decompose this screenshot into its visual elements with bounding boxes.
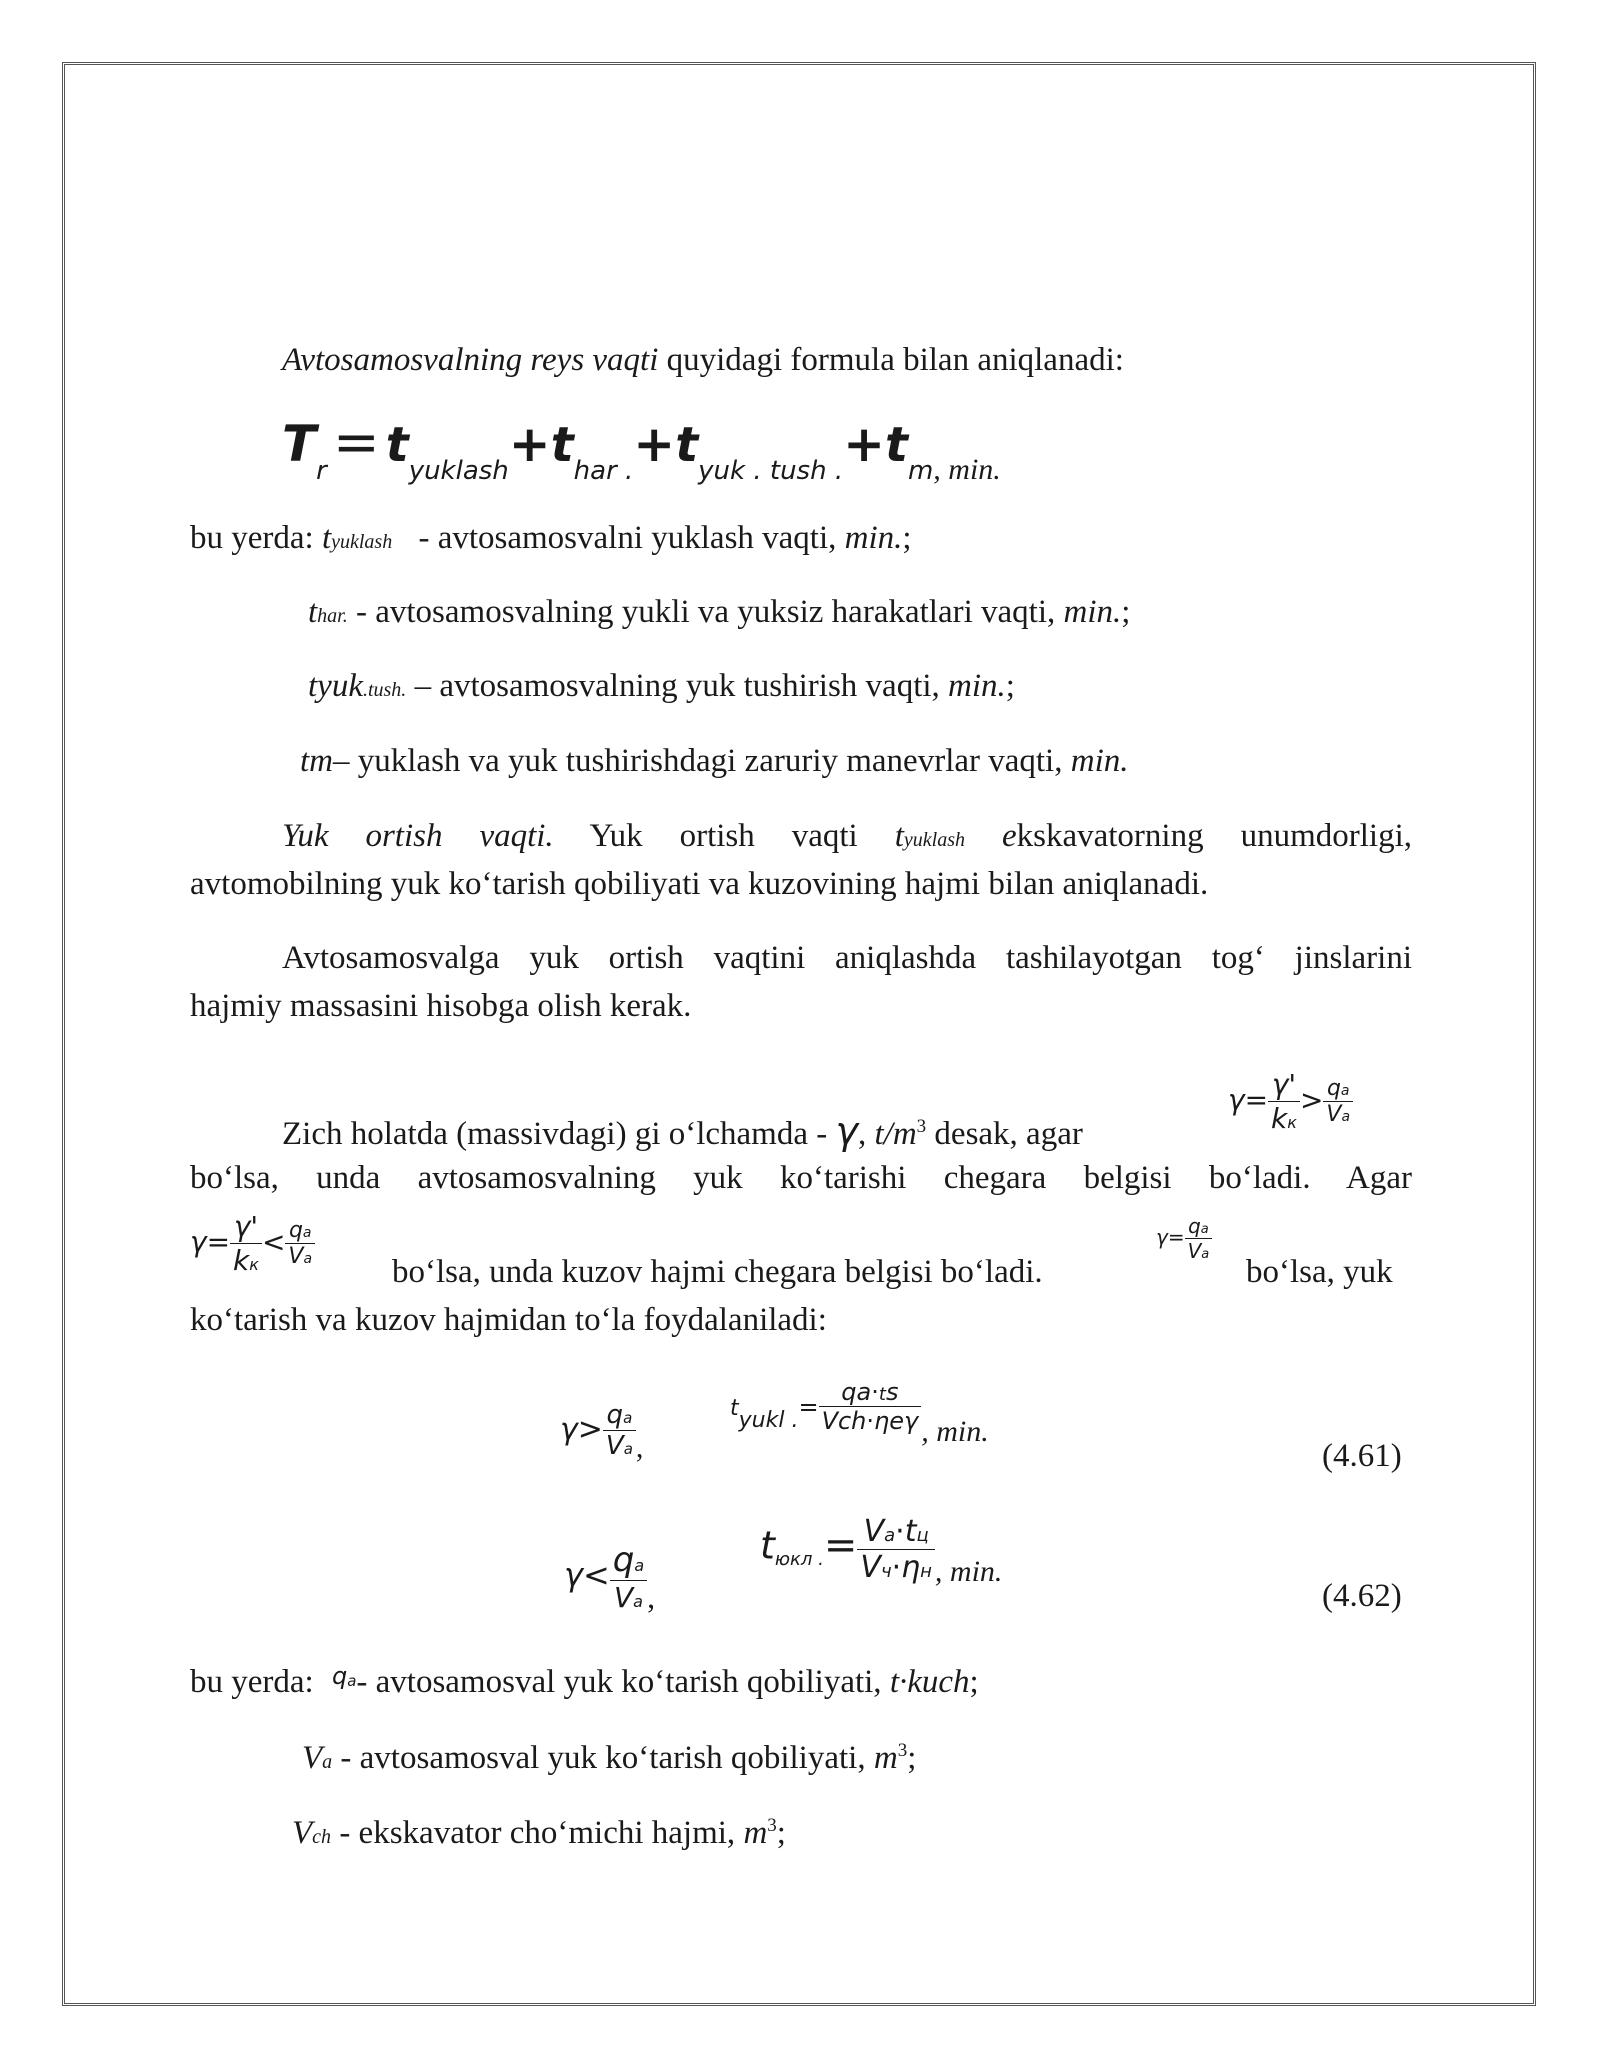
- ineq-greater: [1228, 1068, 1353, 1135]
- ineq-lt: <: [261, 1225, 286, 1259]
- def-symbol: V: [292, 1815, 313, 1851]
- q-symbol: q: [841, 1378, 857, 1406]
- ineq-frac-num: γ': [1268, 1068, 1300, 1102]
- ineq-frac-den: [230, 1244, 262, 1277]
- eq461-frac: [819, 1378, 922, 1435]
- def-sup: 3: [767, 1815, 777, 1836]
- ineq-frac-right: [1323, 1076, 1353, 1127]
- formula-plus3: +: [843, 415, 886, 473]
- eq462-unit: , min.: [934, 1554, 1003, 1588]
- eq461-sub: yukl .: [738, 1408, 799, 1433]
- def-har: [308, 596, 1130, 629]
- va-symbol: V: [605, 1431, 624, 1461]
- para3-comma: ,: [858, 1116, 875, 1152]
- ineq-gamma: γ: [190, 1225, 207, 1259]
- eq461-cond-num: [603, 1400, 636, 1431]
- def-unit: min.: [844, 520, 903, 556]
- t-symbol: t: [878, 1384, 886, 1405]
- gamma-prime: γ: [835, 1109, 858, 1153]
- dot: ·: [866, 1407, 875, 1435]
- def-end: ;: [1005, 668, 1015, 704]
- ineq-gamma: γ: [1228, 1083, 1245, 1117]
- va-symbol: V: [1187, 1239, 1202, 1263]
- def-unit: min.: [948, 668, 1006, 704]
- def2-vch: [292, 1816, 786, 1850]
- formula-t1: t: [385, 417, 409, 473]
- kk-sub: к: [1287, 1113, 1297, 1132]
- def-subscript: ch: [312, 1826, 332, 1848]
- def-end: ;: [907, 1740, 917, 1776]
- para3-line1: [282, 1109, 1083, 1153]
- eq462-frac: [857, 1514, 935, 1585]
- def-symbol: q: [331, 1662, 348, 1690]
- n-sub: н: [920, 1561, 932, 1582]
- eq461-unit: , min.: [921, 1415, 989, 1448]
- def-symbol: t: [321, 520, 332, 556]
- def-unit: t·kuch: [889, 1664, 970, 1700]
- va-symbol: V: [613, 1581, 634, 1614]
- eq461-gt: >: [577, 1412, 603, 1447]
- def-symbol: tm: [300, 743, 333, 779]
- para1-text-b: kskavatorning unumdorligi,: [1016, 818, 1412, 854]
- def-text: - avtosamosval yuk ko‘tarish qobiliyati,: [356, 1664, 890, 1700]
- eq461-eq: =: [798, 1393, 819, 1421]
- eq461-t: t: [730, 1396, 739, 1421]
- para3-sup: 3: [916, 1116, 927, 1137]
- ineq-frac-right: [285, 1218, 315, 1269]
- eq462-comma: ,: [647, 1579, 656, 1615]
- gamma-symbol: γ: [904, 1407, 919, 1435]
- va-sub: a: [1341, 1109, 1351, 1125]
- qa-symbol: q: [612, 1540, 635, 1580]
- def-unit: m: [743, 1815, 768, 1851]
- def-prefix: bu yerda:: [190, 1664, 322, 1700]
- def-end: ;: [969, 1664, 979, 1700]
- ineq-eq: =: [1244, 1083, 1269, 1117]
- ineq-eq: =: [1167, 1225, 1185, 1249]
- intro-rest: quyidagi formula bilan aniqlanadi:: [658, 342, 1124, 378]
- a-sub: a: [856, 1378, 872, 1406]
- formula-sub4: m: [907, 456, 934, 486]
- def-unit: min.: [1070, 743, 1129, 779]
- ineq-frac-den: [1323, 1102, 1353, 1127]
- eta-symbol: η: [901, 1550, 921, 1585]
- ineq-frac-left: [1268, 1068, 1300, 1135]
- eq462-t: t: [760, 1523, 775, 1568]
- qa-sub: a: [623, 1409, 633, 1427]
- formula-t4: t: [885, 417, 908, 473]
- ineq-less: [190, 1210, 315, 1277]
- ineq-frac-den: [1268, 1102, 1300, 1135]
- c-sub: ц: [916, 1525, 929, 1546]
- eq461-frac-cond: [603, 1400, 636, 1461]
- def2-qa: [190, 1662, 979, 1700]
- eq461-num: [819, 1378, 922, 1407]
- kk-symbol: k: [233, 1244, 250, 1277]
- v-symbol: V: [821, 1407, 838, 1435]
- ineq-gamma: γ: [1156, 1225, 1168, 1249]
- qa-symbol: q: [1326, 1076, 1341, 1101]
- para1-symbol: t: [894, 818, 904, 854]
- eq461-formula: [730, 1378, 989, 1448]
- v-symbol: V: [860, 1550, 881, 1585]
- dot: ·: [891, 1550, 902, 1585]
- va-sub: a: [303, 1251, 313, 1267]
- def2-va: [302, 1741, 916, 1775]
- va-symbol: V: [1326, 1102, 1342, 1127]
- ineq-frac-num: [1185, 1214, 1213, 1239]
- qa-sub: a: [302, 1225, 312, 1241]
- def-subscript: a: [347, 1672, 357, 1690]
- eq462-gamma: γ: [564, 1556, 583, 1594]
- def-text: – avtosamosvalning yuk tushirish vaqti,: [406, 668, 949, 704]
- def-text: - avtosamosvalni yuklash vaqti,: [410, 520, 845, 556]
- kk-symbol: k: [1271, 1102, 1288, 1135]
- eq462-den: [857, 1550, 935, 1585]
- ineq-frac-num: γ': [230, 1210, 262, 1244]
- formula-plus2: +: [633, 415, 676, 473]
- eq461-condition: [560, 1400, 644, 1464]
- a-sub: a: [884, 1525, 896, 1546]
- v-symbol: V: [863, 1514, 885, 1549]
- para2-line2: hajmiy massasini hisobga olish kerak.: [190, 988, 692, 1024]
- qa-sub: a: [634, 1556, 645, 1575]
- ineq-frac-right: [1185, 1214, 1213, 1263]
- def-text: - avtosamosvalning yukli va yuksiz harakatlari vaqti,: [347, 594, 1064, 630]
- ineq-frac-den: [1185, 1239, 1213, 1263]
- formula-main: [282, 410, 1001, 486]
- ch-sub: ch: [837, 1407, 867, 1435]
- va-sub: a: [623, 1440, 633, 1458]
- t-symbol: t: [904, 1514, 917, 1549]
- va-symbol: V: [288, 1244, 304, 1269]
- para1-e: e: [1001, 818, 1017, 854]
- para3-line4: ko‘tarish va kuzov hajmidan to‘la foydalaniladi:: [190, 1302, 827, 1338]
- s-sub: s: [885, 1378, 899, 1406]
- va-sub: a: [1201, 1247, 1210, 1262]
- ch-sub: ч: [880, 1561, 892, 1582]
- para3-line3b: bo‘lsa, yuk: [1246, 1254, 1393, 1290]
- def-subscript: yuklash: [331, 531, 393, 553]
- def-text: - avtosamosval yuk ko‘tarish qobiliyati,: [332, 1740, 874, 1776]
- dot: ·: [871, 1378, 879, 1406]
- para3-text-c: desak, agar: [926, 1116, 1083, 1152]
- qa-symbol: q: [288, 1218, 303, 1243]
- ineq-equal: [1156, 1214, 1212, 1263]
- eq462-number: (4.62): [1322, 1578, 1402, 1614]
- def-sup: 3: [897, 1740, 908, 1761]
- eq462-eq: =: [823, 1522, 858, 1569]
- eq461-cond-den: [603, 1431, 636, 1461]
- formula-t3: t: [675, 417, 699, 473]
- def-subscript: a: [322, 1751, 333, 1773]
- qa-symbol: q: [1188, 1214, 1201, 1238]
- para2-line1: Avtosamosvalga yuk ortish vaqtini aniqlashda tashilayotgan tog‘ jinslarini: [282, 940, 1412, 976]
- intro-italic: Avtosamosvalning reys vaqti: [282, 342, 659, 378]
- para1-subscript: yuklash: [903, 829, 965, 851]
- def-subscript: .tush.: [362, 679, 407, 701]
- eq462-cond-den: [610, 1581, 647, 1614]
- def-unit: min.: [1063, 594, 1122, 630]
- def-end: ;: [1121, 594, 1131, 630]
- def-end: ;: [776, 1815, 786, 1851]
- para1-italic: Yuk ortish vaqti.: [282, 818, 554, 854]
- def-symbol: tyuk: [308, 668, 363, 704]
- intro-line: [282, 344, 1124, 377]
- para1-line2: avtomobilning yuk ko‘tarish qobiliyati va kuzovining hajmi bilan aniqlanadi.: [190, 866, 1209, 902]
- ineq-frac-num: [1323, 1076, 1353, 1102]
- qa-sub: a: [1200, 1222, 1209, 1237]
- formula-sub1: yuklash: [408, 456, 509, 486]
- def-end: ;: [902, 520, 912, 556]
- para3-line2: bo‘lsa, unda avtosamosvalning yuk ko‘tarishi chegara belgisi bo‘ladi. Agar: [190, 1160, 1412, 1196]
- def-symbol: V: [302, 1740, 323, 1776]
- eq462-frac-cond: [610, 1540, 647, 1614]
- eq461-gamma: γ: [560, 1412, 578, 1447]
- def-symbol: t: [308, 594, 318, 630]
- para1-text-a: Yuk ortish vaqti: [553, 818, 895, 854]
- dot: ·: [895, 1514, 905, 1549]
- para3-unit: t/m: [874, 1116, 917, 1152]
- ineq-frac-den: [285, 1244, 315, 1269]
- qa-sub: a: [1340, 1083, 1350, 1099]
- eq462-formula: [760, 1514, 1003, 1588]
- def-subscript: har.: [317, 605, 348, 627]
- formula-t2: t: [550, 417, 574, 473]
- formula-sub3: yuk . tush .: [698, 456, 844, 486]
- def-yuklash: [190, 522, 912, 555]
- para1-line1: [282, 820, 1412, 853]
- formula-eq: =: [332, 410, 380, 475]
- def-text: – yuklash va yuk tushirishdagi zaruriy manevrlar vaqti,: [333, 743, 1071, 779]
- eta-symbol: η: [874, 1407, 890, 1435]
- def-tush: [308, 670, 1015, 703]
- va-sub: a: [633, 1592, 643, 1611]
- formula-plus1: +: [508, 415, 551, 473]
- def-unit: m: [873, 1740, 898, 1776]
- e-sub: e: [889, 1407, 905, 1435]
- eq462-condition: [564, 1540, 655, 1614]
- ineq-frac-left: [230, 1210, 262, 1277]
- def-manevr: [300, 745, 1128, 778]
- formula-sub2: har .: [573, 456, 634, 486]
- def-prefix: bu yerda:: [190, 520, 322, 556]
- qa-symbol: q: [606, 1400, 624, 1430]
- para3-text-a: Zich holatda (massivdagi) gi o‘lchamda -: [282, 1116, 836, 1152]
- eq462-sub: юкл .: [774, 1548, 824, 1570]
- ineq-frac-num: [285, 1218, 315, 1244]
- para3-line3a: bo‘lsa, unda kuzov hajmi chegara belgisi bo‘ladi.: [392, 1254, 1043, 1290]
- formula-unit: , min.: [933, 453, 1001, 486]
- formula-T: T: [282, 415, 317, 473]
- eq462-num: [857, 1514, 935, 1550]
- eq462-lt: <: [582, 1556, 610, 1594]
- eq461-den: [819, 1407, 922, 1435]
- ineq-eq: =: [206, 1225, 231, 1259]
- formula-T-sub: r: [316, 456, 327, 486]
- eq461-comma: ,: [635, 1431, 644, 1464]
- ineq-gt: >: [1299, 1083, 1324, 1117]
- eq461-number: (4.61): [1322, 1438, 1402, 1474]
- kk-sub: к: [249, 1255, 259, 1274]
- def-text: - ekskavator cho‘michi hajmi,: [331, 1815, 744, 1851]
- eq462-cond-num: [610, 1540, 647, 1581]
